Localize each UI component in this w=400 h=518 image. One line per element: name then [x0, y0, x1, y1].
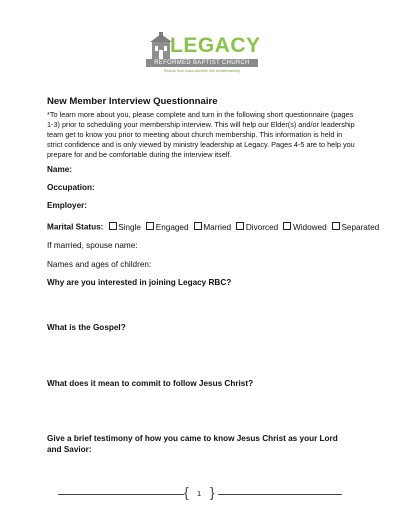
checkbox-icon — [109, 222, 117, 230]
marital-option-separated[interactable]: Separated — [329, 223, 379, 232]
logo-subtitle-bar: REFORMED BAPTIST CHURCH — [146, 59, 258, 67]
occupation-field-label: Occupation: — [47, 183, 95, 192]
marital-option-widowed[interactable]: Widowed — [280, 223, 326, 232]
checkbox-icon — [194, 222, 202, 230]
marital-option-engaged[interactable]: Engaged — [143, 223, 188, 232]
document-title: New Member Interview Questionnaire — [47, 96, 218, 107]
question-gospel: What is the Gospel? — [47, 323, 126, 332]
checkbox-icon — [236, 222, 244, 230]
marital-option-divorced[interactable]: Divorced — [233, 223, 278, 232]
marital-option-single[interactable]: Single — [106, 223, 141, 232]
footer-rule-right — [218, 494, 342, 495]
intro-paragraph: *To learn more about you, please complete and turn in the following short questionnaire (pages 1-3) prior to scheduling your membership interview. This will help our Elder(s) and/or leadership team get to know you prior to meeting about church membership. This information is held in strict confidence and is only viewed by ministry leadership at Legacy. Pages 4-5 are to help you prepare for and be comfortable during the interview itself. — [47, 110, 355, 159]
checkbox-icon — [146, 222, 154, 230]
logo-wordmark: LEGACY — [170, 34, 261, 57]
marital-option-married[interactable]: Married — [191, 223, 231, 232]
checkbox-icon — [283, 222, 291, 230]
spouse-name-label: If married, spouse name: — [47, 241, 138, 250]
footer-brace-right: } — [210, 484, 215, 500]
question-interest: Why are you interested in joining Legacy RBC? — [47, 278, 232, 287]
footer-brace-left: { — [184, 484, 189, 500]
logo-tagline: Rescue from mass doctrine, live wholeheartedly — [163, 69, 241, 73]
name-field-label: Name: — [47, 165, 73, 174]
children-label: Names and ages of children: — [47, 260, 152, 269]
employer-field-label: Employer: — [47, 201, 88, 210]
marital-status-label: Marital Status: — [47, 222, 104, 232]
church-logo — [140, 32, 265, 78]
marital-status-row — [47, 222, 379, 232]
question-testimony: Give a brief testimony of how you came to know Jesus Christ as your Lord and Savior: — [47, 434, 338, 454]
question-commitment: What does it mean to commit to follow Jesus Christ? — [47, 379, 254, 388]
footer-rule-left — [58, 494, 184, 495]
checkbox-icon — [332, 222, 340, 230]
page-number: 1 — [197, 489, 202, 498]
